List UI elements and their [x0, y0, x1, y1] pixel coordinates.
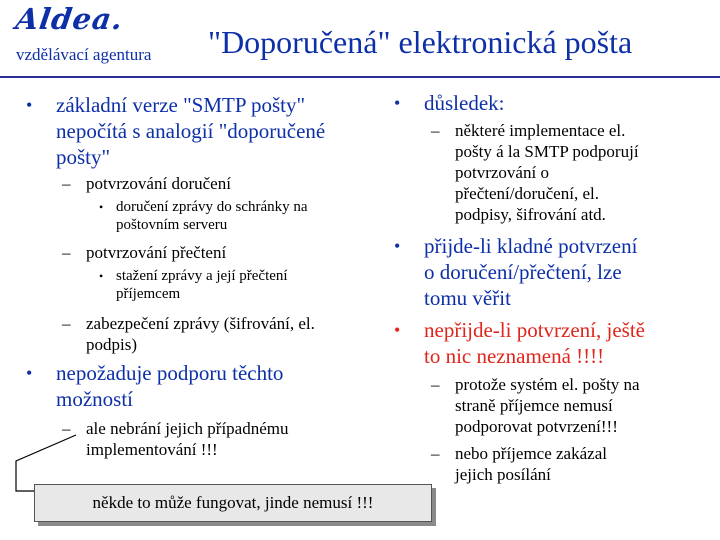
left-subsub-download [99, 267, 288, 303]
text-line: potvrzování o [455, 163, 549, 182]
bullet-dot: • [394, 320, 401, 340]
text-line: doručení zprávy do schránky na [116, 199, 308, 215]
dash-mark: – [62, 314, 71, 333]
text-line: pošty" [56, 145, 111, 169]
callout-note: někde to může fungovat, jinde nemusí !!! [34, 484, 432, 522]
left-sub-security [62, 313, 315, 355]
title-divider [0, 76, 720, 78]
text-line: nepřijde-li potvrzení, ještě [424, 318, 646, 342]
slide-title: "Doporučená" elektronická pošta [208, 24, 633, 60]
text-line: příjemcem [116, 286, 181, 302]
text-line: poštovním serveru [116, 217, 228, 233]
right-bullet-no-confirmation [394, 317, 646, 369]
bullet-dot: • [394, 93, 401, 113]
text-line: nebo příjemce zakázal [455, 444, 607, 463]
bullet-dot: • [26, 95, 33, 115]
text-line: základní verze "SMTP pošty" [56, 93, 306, 117]
text-line: tomu věřit [424, 286, 511, 310]
text-line: pošty á la SMTP podporují [455, 142, 639, 161]
text-line: ale nebrání jejich případnému [86, 419, 289, 438]
left-bullet-not-required [26, 360, 284, 412]
text-line: podpis) [86, 335, 137, 354]
text-line: potvrzování přečtení [86, 243, 227, 262]
text-line: to nic neznamená !!!! [424, 344, 605, 368]
text-line: o doručení/přečtení, lze [424, 260, 622, 284]
text-line: možností [56, 387, 133, 411]
bullet-dot: • [26, 363, 33, 383]
dash-mark: – [62, 419, 71, 438]
left-sub-not-prevent [62, 418, 289, 460]
text-line: implementování !!! [86, 440, 218, 459]
right-sub-recipient-disabled [431, 443, 607, 485]
dash-mark: – [62, 243, 71, 262]
text-line: stažení zprávy a její přečtení [116, 268, 288, 284]
text-line: protože systém el. pošty na [455, 375, 640, 394]
dash-mark: – [431, 121, 440, 140]
text-line: potvrzování doručení [86, 174, 231, 193]
right-sub-recipient-system [431, 374, 640, 437]
text-line: některé implementace el. [455, 121, 626, 140]
text-line: podpisy, šifrování atd. [455, 205, 606, 224]
text-line: nepožaduje podporu těchto [56, 361, 284, 385]
aldea-logo: Aldea. [13, 2, 126, 36]
dash-mark: – [62, 174, 71, 193]
text-line: zabezpečení zprávy (šifrování, el. [86, 314, 315, 333]
bullet-dot: • [99, 200, 104, 214]
left-subsub-mailbox [99, 198, 308, 234]
left-sub-delivery-confirmation [62, 173, 231, 194]
bullet-dot: • [394, 236, 401, 256]
left-sub-read-confirmation [62, 242, 227, 263]
right-bullet-consequence [394, 90, 505, 116]
text-line: přečtení/doručení, el. [455, 184, 599, 203]
text-line: přijde-li kladné potvrzení [424, 234, 638, 258]
text-line: straně příjemce nemusí [455, 396, 613, 415]
text-line: jejich posílání [455, 465, 551, 484]
bullet-dot: • [99, 269, 104, 283]
text-line: nepočítá s analogií "doporučené [56, 119, 326, 143]
text-line: důsledek: [424, 91, 505, 115]
right-sub-implementations [431, 120, 639, 225]
agency-subtitle: vzdělávací agentura [16, 45, 152, 64]
right-bullet-positive-confirmation [394, 233, 638, 311]
dash-mark: – [431, 444, 440, 463]
left-bullet-smtp [26, 92, 326, 170]
dash-mark: – [431, 375, 440, 394]
text-line: podporovat potvrzení!!! [455, 417, 618, 436]
